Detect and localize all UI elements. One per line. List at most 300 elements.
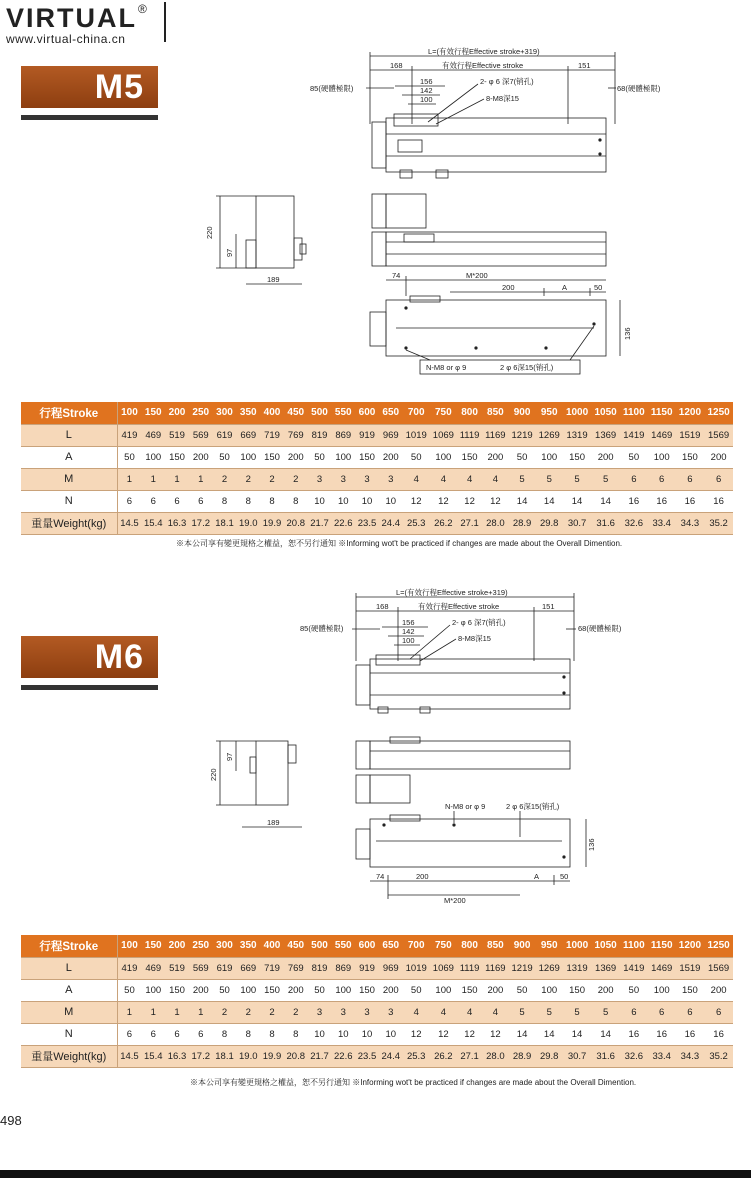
cell: 5 — [509, 468, 536, 490]
cell: 150 — [165, 446, 189, 468]
cell: 150 — [141, 402, 165, 424]
cell: 3 — [331, 1001, 355, 1023]
row-label: 行程Stroke — [21, 402, 117, 424]
cell: 30.7 — [563, 1045, 592, 1067]
cell: 4 — [403, 468, 430, 490]
cell: 150 — [457, 446, 482, 468]
row-label: 行程Stroke — [21, 935, 117, 957]
cell: 14 — [536, 1023, 563, 1045]
cell: 1469 — [648, 957, 676, 979]
technical-drawing-m6 — [190, 585, 710, 905]
cell: 1169 — [482, 424, 508, 446]
cell: 8 — [260, 490, 284, 512]
cell: 150 — [563, 446, 592, 468]
row-label: L — [21, 957, 117, 979]
cell: 16 — [648, 490, 676, 512]
cell: 28.0 — [482, 512, 508, 534]
table-row — [21, 468, 733, 490]
cell: 5 — [563, 1001, 592, 1023]
cell: 150 — [355, 446, 379, 468]
disclaimer-note-m6: ※本公司享有變更規格之權益，恕不另行通知 ※Informing wot't be practiced if changes are made about the Overall Dimention. — [190, 1078, 637, 1087]
row-label: A — [21, 979, 117, 1001]
cell: 10 — [308, 490, 332, 512]
cell: 200 — [379, 446, 403, 468]
cell: 100 — [536, 979, 563, 1001]
cell: 34.3 — [676, 1045, 705, 1067]
limit-right: 68(硬體極限) — [578, 624, 622, 633]
cell: 200 — [591, 979, 620, 1001]
pin-hole-callout-2: 2 φ 6深15(销孔) — [500, 363, 554, 372]
cell: 50 — [308, 979, 332, 1001]
cell: 3 — [308, 1001, 332, 1023]
cell: 4 — [482, 1001, 508, 1023]
cell: 25.3 — [403, 1045, 430, 1067]
cell: 16 — [704, 490, 733, 512]
cell: 1019 — [403, 957, 430, 979]
cell: 33.4 — [648, 1045, 676, 1067]
cell: 6 — [141, 490, 165, 512]
cell: 3 — [379, 1001, 403, 1023]
logo-divider — [164, 2, 166, 42]
cell: 1419 — [620, 957, 648, 979]
cell: 1319 — [563, 957, 592, 979]
disclaimer-note-m5: ※本公司享有變更規格之權益，恕不另行通知 ※Informing wot't be practiced if changes are made about the Overall Dimention. — [176, 539, 623, 548]
model-title: M6 — [94, 638, 144, 676]
cell: 14 — [509, 490, 536, 512]
pin-hole-callout: 2- φ 6 深7(销孔) — [452, 618, 506, 627]
cell: 1 — [189, 1001, 213, 1023]
dim-142: 142 — [402, 627, 415, 636]
cell: 100 — [117, 935, 141, 957]
cell: 1169 — [482, 957, 508, 979]
brand-name: VIRTUAL — [6, 3, 137, 33]
cell: 8 — [284, 490, 308, 512]
cell: 869 — [331, 424, 355, 446]
spec-table-m6 — [21, 935, 733, 1068]
cell: 14.5 — [117, 512, 141, 534]
cell: 1 — [141, 468, 165, 490]
cell: 22.6 — [331, 512, 355, 534]
cell: 900 — [509, 402, 536, 424]
cell: 200 — [704, 446, 733, 468]
stroke-row — [21, 935, 733, 957]
dim-136: 136 — [587, 838, 596, 851]
cell: 950 — [536, 402, 563, 424]
cell: 6 — [620, 468, 648, 490]
model-badge-m6 — [21, 636, 158, 690]
cell: 150 — [563, 979, 592, 1001]
cell: 300 — [213, 935, 237, 957]
cell: 28.9 — [509, 512, 536, 534]
cell: 20.8 — [284, 1045, 308, 1067]
cell: 1100 — [620, 402, 648, 424]
cell: 19.9 — [260, 1045, 284, 1067]
cell: 769 — [284, 424, 308, 446]
dim-151: 151 — [578, 61, 591, 70]
cell: 21.7 — [308, 512, 332, 534]
cell: 6 — [141, 1023, 165, 1045]
cell: 2 — [260, 1001, 284, 1023]
cell: 1 — [165, 468, 189, 490]
cell: 150 — [165, 979, 189, 1001]
cell: 17.2 — [189, 512, 213, 534]
cell: 1019 — [403, 424, 430, 446]
cell: 12 — [403, 1023, 430, 1045]
table-row — [21, 1001, 733, 1023]
cell: 150 — [457, 979, 482, 1001]
dim-97: 97 — [225, 752, 234, 761]
cell: 1519 — [676, 957, 705, 979]
row-label: M — [21, 468, 117, 490]
cell: 250 — [189, 935, 213, 957]
cell: 1 — [117, 1001, 141, 1023]
cell: 750 — [430, 935, 457, 957]
cell: 100 — [141, 446, 165, 468]
cell: 700 — [403, 402, 430, 424]
dim-100: 100 — [420, 95, 433, 104]
cell: 2 — [236, 468, 260, 490]
cell: 50 — [620, 979, 648, 1001]
cell: 1519 — [676, 424, 705, 446]
screw-hole-callout: 8-M8深15 — [458, 634, 491, 643]
cell: 150 — [141, 935, 165, 957]
cell: 50 — [620, 446, 648, 468]
spec-table-m5 — [21, 402, 733, 535]
row-label: 重量Weight(kg) — [21, 1045, 117, 1067]
cell: 700 — [403, 935, 430, 957]
limit-left: 85(硬體極限) — [310, 84, 354, 93]
cell: 8 — [213, 1023, 237, 1045]
cell: 10 — [355, 1023, 379, 1045]
cell: 750 — [430, 402, 457, 424]
table-row — [21, 957, 733, 979]
dim-200: 200 — [502, 283, 515, 292]
cell: 14 — [563, 1023, 592, 1045]
cell: 100 — [236, 979, 260, 1001]
cell: 869 — [331, 957, 355, 979]
cell: 16.3 — [165, 1045, 189, 1067]
cell: 17.2 — [189, 1045, 213, 1067]
cell: 500 — [308, 402, 332, 424]
cell: 6 — [117, 490, 141, 512]
cell: 3 — [379, 468, 403, 490]
dim-168: 168 — [376, 602, 389, 611]
cell: 200 — [189, 446, 213, 468]
brand-url: www.virtual-china.cn — [6, 32, 126, 46]
cell: 5 — [591, 1001, 620, 1023]
dim-50: 50 — [594, 283, 603, 292]
cell: 519 — [165, 424, 189, 446]
cell: 50 — [213, 446, 237, 468]
cell: 200 — [284, 979, 308, 1001]
cell: 8 — [284, 1023, 308, 1045]
cell: 50 — [213, 979, 237, 1001]
table-row — [21, 424, 733, 446]
cell: 16 — [620, 490, 648, 512]
cell: 1119 — [457, 957, 482, 979]
cell: 15.4 — [141, 512, 165, 534]
cell: 10 — [379, 1023, 403, 1045]
cell: 100 — [430, 446, 457, 468]
cell: 1069 — [430, 424, 457, 446]
cell: 26.2 — [430, 1045, 457, 1067]
cell: 719 — [260, 424, 284, 446]
cell: 469 — [141, 957, 165, 979]
cell: 4 — [482, 468, 508, 490]
cell: 6 — [676, 1001, 705, 1023]
dim-74: 74 — [376, 872, 385, 881]
cell: 6 — [165, 1023, 189, 1045]
cell: 569 — [189, 957, 213, 979]
cell: 16 — [704, 1023, 733, 1045]
cell: 669 — [236, 424, 260, 446]
dim-l-label: L=(有效行程Effective stroke+319) — [428, 47, 540, 56]
cell: 919 — [355, 424, 379, 446]
cell: 1419 — [620, 424, 648, 446]
cell: 1250 — [704, 935, 733, 957]
limit-left: 85(硬體極限) — [300, 624, 344, 633]
dim-156: 156 — [402, 618, 415, 627]
cell: 100 — [141, 979, 165, 1001]
cell: 8 — [236, 490, 260, 512]
cell: 150 — [260, 446, 284, 468]
cell: 900 — [509, 935, 536, 957]
cell: 469 — [141, 424, 165, 446]
cell: 1319 — [563, 424, 592, 446]
cell: 2 — [260, 468, 284, 490]
cell: 1119 — [457, 424, 482, 446]
cell: 1 — [165, 1001, 189, 1023]
cell: 2 — [213, 468, 237, 490]
cell: 1 — [189, 468, 213, 490]
cell: 1269 — [536, 957, 563, 979]
cell: 10 — [331, 1023, 355, 1045]
cell: 5 — [509, 1001, 536, 1023]
cell: 5 — [563, 468, 592, 490]
footer-bar — [0, 1170, 751, 1178]
cell: 6 — [189, 1023, 213, 1045]
cell: 200 — [379, 979, 403, 1001]
cell: 27.1 — [457, 1045, 482, 1067]
cell: 50 — [509, 446, 536, 468]
cell: 200 — [482, 979, 508, 1001]
row-label: 重量Weight(kg) — [21, 512, 117, 534]
cell: 969 — [379, 957, 403, 979]
cell: 100 — [331, 446, 355, 468]
cell: 31.6 — [591, 512, 620, 534]
cell: 27.1 — [457, 512, 482, 534]
cell: 969 — [379, 424, 403, 446]
cell: 1150 — [648, 935, 676, 957]
cell: 1000 — [563, 402, 592, 424]
cell: 1069 — [430, 957, 457, 979]
stroke-row — [21, 402, 733, 424]
dim-136: 136 — [623, 327, 632, 340]
cell: 18.1 — [213, 512, 237, 534]
cell: 100 — [648, 446, 676, 468]
cell: 14 — [509, 1023, 536, 1045]
cell: 8 — [213, 490, 237, 512]
cell: 25.3 — [403, 512, 430, 534]
cell: 22.6 — [331, 1045, 355, 1067]
dim-stroke-label: 有效行程Effective stroke — [442, 61, 524, 70]
cell: 14 — [591, 1023, 620, 1045]
technical-drawing-m5 — [190, 44, 710, 384]
cell: 3 — [355, 468, 379, 490]
cell: 12 — [430, 490, 457, 512]
dim-m200: M*200 — [444, 896, 466, 905]
cell: 1050 — [591, 935, 620, 957]
n-m8-callout: N-M8 or φ 9 — [426, 363, 467, 372]
cell: 32.6 — [620, 512, 648, 534]
cell: 769 — [284, 957, 308, 979]
n-m8-callout: N-M8 or φ 9 — [445, 802, 486, 811]
dim-189: 189 — [267, 818, 280, 827]
cell: 19.9 — [260, 512, 284, 534]
cell: 23.5 — [355, 1045, 379, 1067]
cell: 200 — [165, 402, 189, 424]
cell: 669 — [236, 957, 260, 979]
table-row — [21, 490, 733, 512]
cell: 719 — [260, 957, 284, 979]
cell: 16 — [676, 1023, 705, 1045]
cell: 33.4 — [648, 512, 676, 534]
cell: 550 — [331, 402, 355, 424]
cell: 5 — [536, 468, 563, 490]
cell: 400 — [260, 935, 284, 957]
cell: 500 — [308, 935, 332, 957]
cell: 50 — [403, 446, 430, 468]
cell: 1469 — [648, 424, 676, 446]
cell: 21.7 — [308, 1045, 332, 1067]
row-label: M — [21, 1001, 117, 1023]
cell: 4 — [457, 468, 482, 490]
cell: 3 — [308, 468, 332, 490]
dim-100: 100 — [402, 636, 415, 645]
cell: 10 — [331, 490, 355, 512]
cell: 50 — [117, 979, 141, 1001]
page-number: 498 — [0, 1113, 22, 1128]
cell: 400 — [260, 402, 284, 424]
cell: 15.4 — [141, 1045, 165, 1067]
cell: 150 — [676, 446, 705, 468]
cell: 1050 — [591, 402, 620, 424]
row-label: L — [21, 424, 117, 446]
cell: 28.0 — [482, 1045, 508, 1067]
cell: 619 — [213, 957, 237, 979]
cell: 10 — [355, 490, 379, 512]
cell: 350 — [236, 935, 260, 957]
cell: 1269 — [536, 424, 563, 446]
cell: 50 — [509, 979, 536, 1001]
cell: 4 — [457, 1001, 482, 1023]
cell: 550 — [331, 935, 355, 957]
dim-189: 189 — [267, 275, 280, 284]
cell: 2 — [236, 1001, 260, 1023]
cell: 419 — [117, 957, 141, 979]
dim-156: 156 — [420, 77, 433, 86]
cell: 2 — [284, 468, 308, 490]
cell: 569 — [189, 424, 213, 446]
cell: 1200 — [676, 402, 705, 424]
cell: 2 — [284, 1001, 308, 1023]
cell: 1219 — [509, 957, 536, 979]
dim-97: 97 — [225, 248, 234, 257]
cell: 10 — [308, 1023, 332, 1045]
cell: 200 — [482, 446, 508, 468]
dim-stroke-label: 有效行程Effective stroke — [418, 602, 500, 611]
cell: 8 — [236, 1023, 260, 1045]
cell: 29.8 — [536, 1045, 563, 1067]
model-badge-m5 — [21, 66, 158, 120]
cell: 450 — [284, 402, 308, 424]
cell: 32.6 — [620, 1045, 648, 1067]
cell: 14.5 — [117, 1045, 141, 1067]
cell: 4 — [430, 1001, 457, 1023]
cell: 419 — [117, 424, 141, 446]
cell: 6 — [676, 468, 705, 490]
cell: 16 — [648, 1023, 676, 1045]
cell: 150 — [355, 979, 379, 1001]
table-row — [21, 512, 733, 534]
cell: 800 — [457, 935, 482, 957]
cell: 6 — [620, 1001, 648, 1023]
cell: 8 — [260, 1023, 284, 1045]
cell: 50 — [403, 979, 430, 1001]
cell: 1000 — [563, 935, 592, 957]
model-title: M5 — [94, 68, 144, 106]
dim-220: 220 — [209, 768, 218, 781]
cell: 950 — [536, 935, 563, 957]
cell: 4 — [430, 468, 457, 490]
cell: 12 — [457, 490, 482, 512]
dim-m200: M*200 — [466, 271, 488, 280]
pin-hole-callout-2: 2 φ 6深15(销孔) — [506, 802, 560, 811]
cell: 1100 — [620, 935, 648, 957]
screw-hole-callout: 8-M8深15 — [486, 94, 519, 103]
cell: 100 — [236, 446, 260, 468]
row-label: N — [21, 1023, 117, 1045]
cell: 12 — [482, 1023, 508, 1045]
cell: 12 — [403, 490, 430, 512]
cell: 1369 — [591, 424, 620, 446]
cell: 24.4 — [379, 1045, 403, 1067]
cell: 12 — [457, 1023, 482, 1045]
cell: 200 — [189, 979, 213, 1001]
cell: 6 — [704, 1001, 733, 1023]
cell: 2 — [213, 1001, 237, 1023]
cell: 31.6 — [591, 1045, 620, 1067]
cell: 100 — [536, 446, 563, 468]
cell: 19.0 — [236, 512, 260, 534]
cell: 3 — [331, 468, 355, 490]
cell: 200 — [165, 935, 189, 957]
cell: 10 — [379, 490, 403, 512]
dim-200: 200 — [416, 872, 429, 881]
cell: 14 — [563, 490, 592, 512]
cell: 150 — [676, 979, 705, 1001]
dim-74: 74 — [392, 271, 401, 280]
cell: 650 — [379, 935, 403, 957]
cell: 200 — [591, 446, 620, 468]
cell: 12 — [430, 1023, 457, 1045]
row-label: N — [21, 490, 117, 512]
cell: 34.3 — [676, 512, 705, 534]
cell: 100 — [648, 979, 676, 1001]
cell: 1 — [117, 468, 141, 490]
pin-hole-callout: 2- φ 6 深7(销孔) — [480, 77, 534, 86]
row-label: A — [21, 446, 117, 468]
